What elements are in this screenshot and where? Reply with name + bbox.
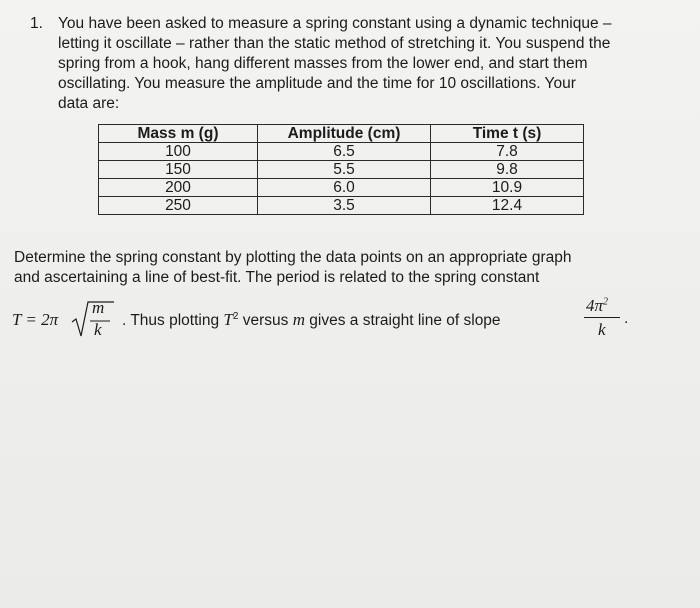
column-header-amplitude: Amplitude (cm) — [258, 125, 431, 143]
problem-line: letting it oscillate – rather than the static method of stretching it. You suspend the — [58, 35, 611, 52]
cell-time: 12.4 — [431, 197, 584, 215]
cell-time: 9.8 — [431, 161, 584, 179]
sqrt-denominator: k — [94, 320, 102, 339]
problem-line: data are: — [58, 95, 120, 112]
cell-amplitude: 3.5 — [258, 197, 431, 215]
period-formula-line — [12, 296, 692, 342]
cell-amplitude: 6.5 — [258, 143, 431, 161]
problem-line: You have been asked to measure a spring constant using a dynamic technique – — [58, 15, 612, 32]
column-header-mass: Mass m (g) — [99, 125, 258, 143]
exponent: 2 — [232, 310, 239, 322]
cell-time: 7.8 — [431, 143, 584, 161]
cell-mass: 150 — [99, 161, 258, 179]
variable-t: T — [223, 310, 233, 329]
table-row — [99, 161, 584, 179]
cell-amplitude: 5.5 — [258, 161, 431, 179]
slope-numerator: $4\pi^2$ — [586, 296, 609, 315]
paragraph-line: Determine the spring constant by plotting the data points on an appropriate graph — [14, 249, 572, 266]
formula-period: . — [624, 310, 629, 327]
cell-time: 10.9 — [431, 179, 584, 197]
paragraph-line: and ascertaining a line of best-fit. The period is related to the spring constant — [14, 269, 540, 286]
problem-number: 1. — [30, 15, 43, 32]
formula-lhs: T = 2π — [12, 310, 59, 329]
formula-text: . Thus plotting — [122, 312, 224, 329]
data-table — [98, 124, 584, 215]
formula-text: gives a straight line of slope — [304, 312, 501, 329]
instructions-paragraph — [14, 248, 694, 288]
table-row — [99, 197, 584, 215]
cell-mass: 250 — [99, 197, 258, 215]
problem-line: spring from a hook, hang different masses from the lower end, and start them — [58, 55, 588, 72]
column-header-time: Time t (s) — [431, 125, 584, 143]
cell-mass: 200 — [99, 179, 258, 197]
cell-amplitude: 6.0 — [258, 179, 431, 197]
table-header-row — [99, 125, 584, 143]
cell-mass: 100 — [99, 143, 258, 161]
formula-description — [122, 310, 501, 330]
problem-line: oscillating. You measure the amplitude and the time for 10 oscillations. Your — [58, 75, 576, 92]
fraction-bar — [584, 317, 620, 318]
sqrt-numerator: m — [92, 298, 105, 317]
formula-text: versus — [238, 312, 293, 329]
table-row — [99, 179, 584, 197]
variable-m: m — [292, 310, 305, 329]
slope-denominator: k — [598, 320, 606, 339]
table-row — [99, 143, 584, 161]
problem-text — [58, 14, 678, 114]
